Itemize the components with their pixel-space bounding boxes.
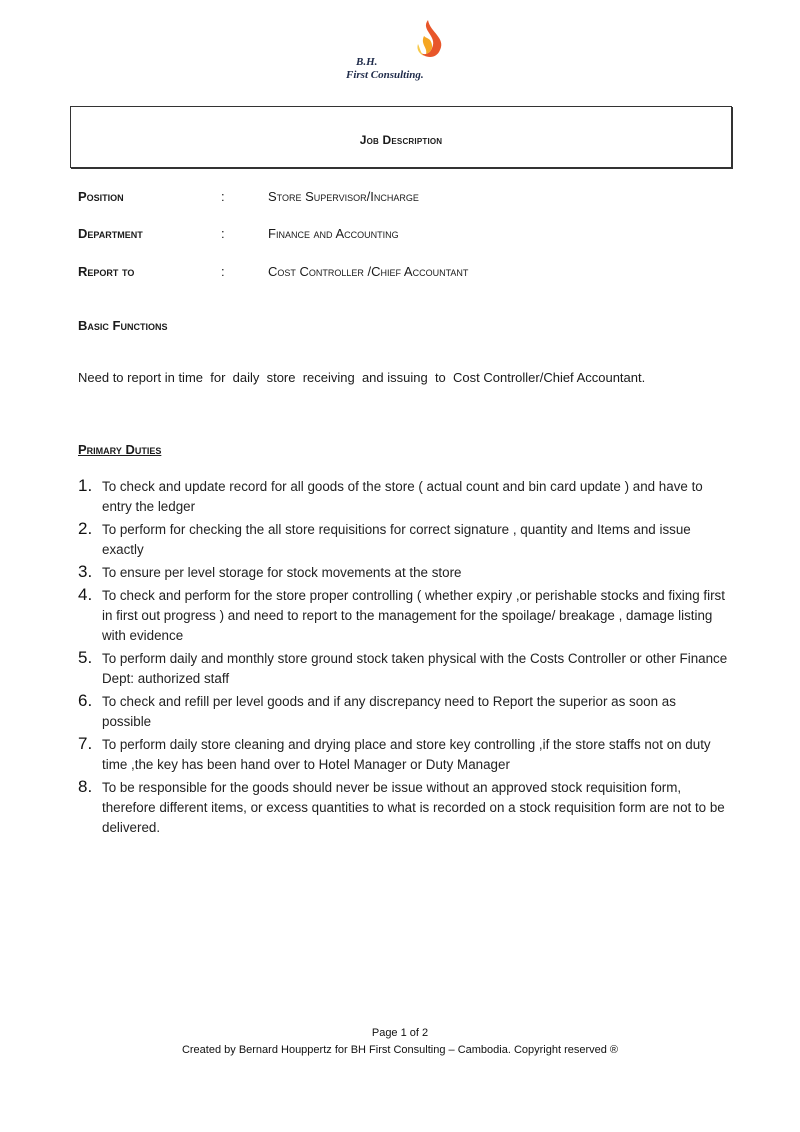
duty-item bbox=[78, 649, 728, 689]
duty-item bbox=[78, 586, 728, 646]
field-value: Cost Controller /Chief Accountant bbox=[268, 264, 469, 279]
field-colon: : bbox=[221, 264, 225, 279]
duty-text: To check and update record for all goods of the store ( actual count and bin card update ) and have to entry the ledger bbox=[102, 479, 703, 514]
duty-text: To check and perform for the store proper controlling ( whether expiry ,or perishable stocks and fixing first in first out progress ) and need to report to the management for the spoilage/ breakage , damage listing with evidence bbox=[102, 588, 725, 643]
duty-text: To perform daily and monthly store ground stock taken physical with the Costs Controller or other Finance Dept: authorized staff bbox=[102, 651, 728, 686]
duty-item bbox=[78, 778, 728, 838]
duty-number: 1. bbox=[78, 476, 93, 495]
field-label: Position bbox=[78, 189, 124, 204]
field-label: Department bbox=[78, 226, 143, 241]
primary-duties-heading: Primary Duties bbox=[78, 442, 162, 457]
primary-duties-list bbox=[78, 477, 728, 841]
duty-item bbox=[78, 563, 728, 583]
duty-number: 3. bbox=[78, 562, 93, 581]
duty-text: To be responsible for the goods should never be issue without an approved stock requisition form, therefore different items, or excess quantities to what is recorded on a stock requisition form are not to be delivered. bbox=[102, 780, 725, 835]
logo-line-2: First Consulting. bbox=[346, 69, 424, 81]
company-logo bbox=[340, 18, 460, 90]
logo-line-1: B.H. bbox=[356, 56, 378, 68]
duty-number: 2. bbox=[78, 519, 93, 538]
duty-text: To check and refill per level goods and if any discrepancy need to Report the superior as soon as possible bbox=[102, 694, 676, 729]
duty-text: To perform for checking the all store requisitions for correct signature , quantity and Items and issue exactly bbox=[102, 522, 691, 557]
field-colon: : bbox=[221, 189, 225, 204]
duty-text: To perform daily store cleaning and drying place and store key controlling ,if the store staffs not on duty time ,the key has been hand over to Hotel Manager or Duty Manager bbox=[102, 737, 711, 772]
page-number: Page 1 of 2 bbox=[371, 1027, 429, 1039]
duty-text: To ensure per level storage for stock movements at the store bbox=[102, 565, 462, 580]
duty-number: 6. bbox=[78, 691, 93, 710]
duty-item bbox=[78, 692, 728, 732]
field-label: Report to bbox=[78, 264, 135, 279]
duty-item bbox=[78, 520, 728, 560]
duty-item bbox=[78, 477, 728, 517]
duty-item bbox=[78, 735, 728, 775]
basic-functions-heading: Basic Functions bbox=[78, 318, 168, 333]
field-value: Store Supervisor/Incharge bbox=[268, 189, 419, 204]
title-box bbox=[70, 106, 732, 168]
duty-number: 7. bbox=[78, 734, 93, 753]
duty-number: 8. bbox=[78, 777, 93, 796]
basic-functions-text: Need to report in time for daily store receiving and issuing to Cost Controller/Chief Accountant. bbox=[78, 370, 646, 385]
duty-number: 4. bbox=[78, 585, 93, 604]
document-title: Job Description bbox=[359, 133, 443, 147]
field-value: Finance and Accounting bbox=[268, 226, 399, 241]
field-colon: : bbox=[221, 226, 225, 241]
duty-number: 5. bbox=[78, 648, 93, 667]
footer-credit: Created by Bernard Houppertz for BH First Consulting – Cambodia. Copyright reserved ® bbox=[181, 1044, 619, 1056]
